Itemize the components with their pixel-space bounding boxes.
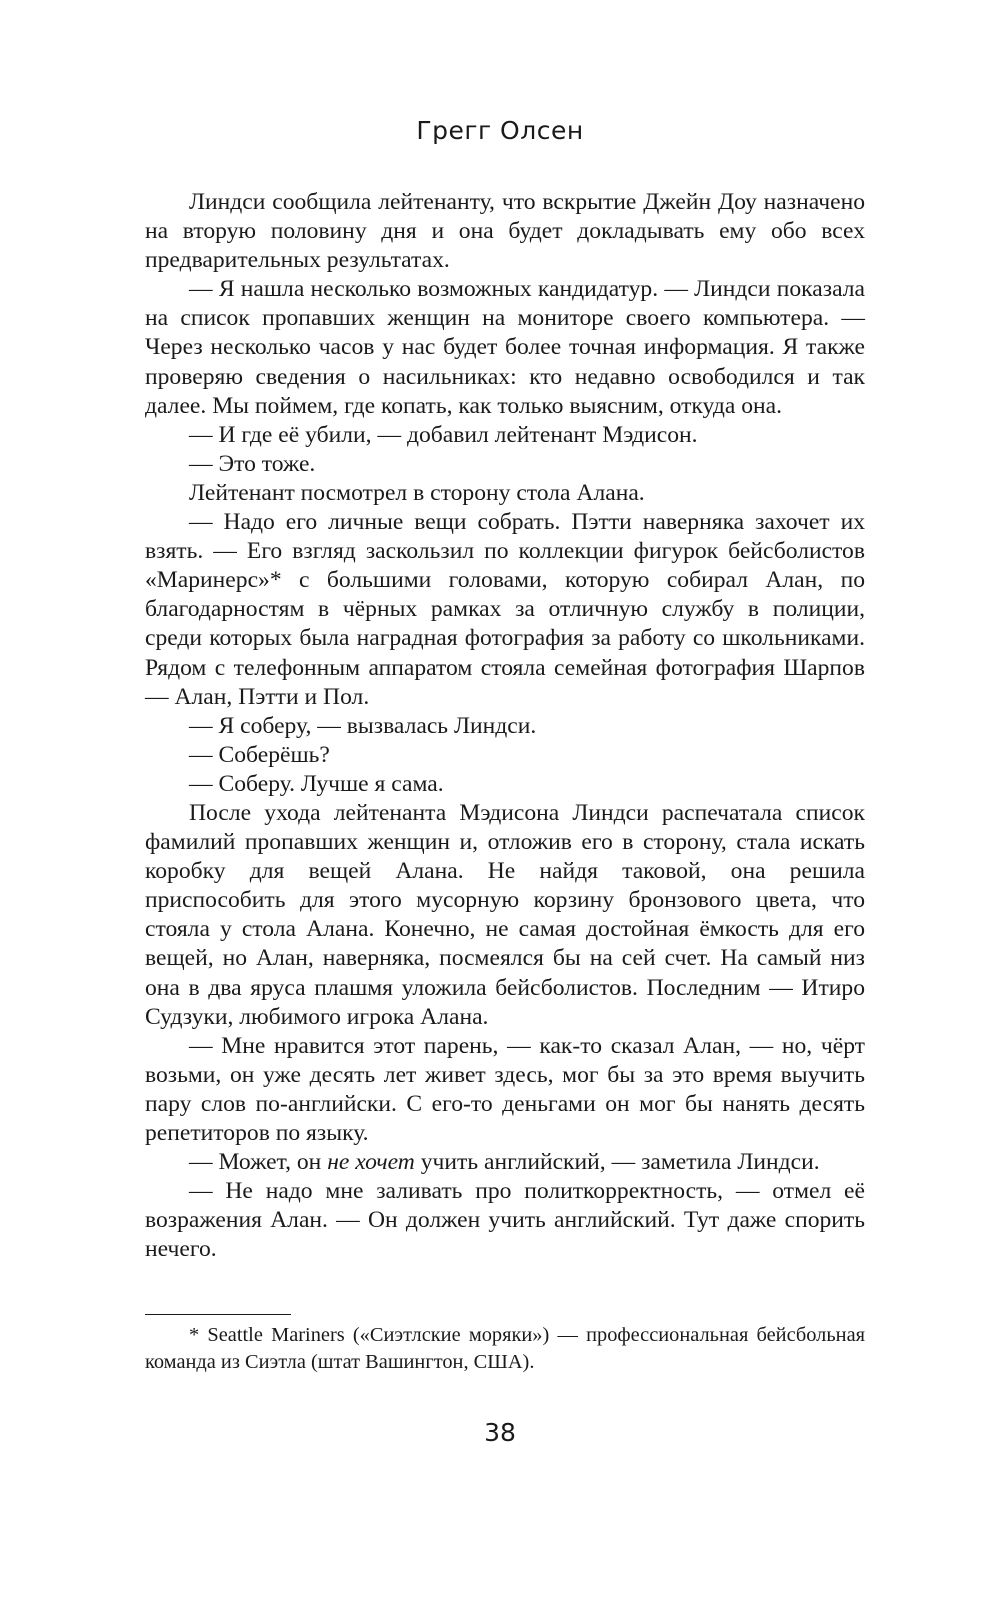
paragraph-with-emphasis (145, 1148, 865, 1177)
paragraph: — Соберёшь? (189, 741, 330, 768)
emphasized-text: не хочет (327, 1149, 415, 1176)
paragraph: — И где её убили, — добавил лейтенант Мэдисон. (189, 421, 698, 448)
running-head-author: Грегг Олсен (416, 116, 584, 145)
paragraph: — Это тоже. (189, 450, 316, 477)
main-text (145, 188, 865, 1264)
footnote (145, 1322, 865, 1376)
paragraph: — Я соберу, — вызвалась Линдси. (189, 712, 537, 739)
paragraph: После ухода лейтенанта Мэдисона Линдси распечатала список фамилий пропавших женщин и, отложив его в сторону, стала искать коробку для вещей Алана. Не найдя таковой, она решила приспособить для этого мусорную корзину бронзового цвета, что стояла у стола Алана. Конечно, не самая достойная ёмкость для его вещей, но Алан, наверняка, посмеялся бы на сей счет. На самый низ она в два яруса плашмя уложила бейсболистов. Последним — Итиро Судзуки, любимого игрока Алана. (145, 799, 865, 1030)
page-number: 38 (484, 1418, 516, 1447)
paragraph: — Мне нравится этот парень, — как-то сказал Алан, — но, чёрт возьми, он уже десять лет живет здесь, мог бы за это время выучить пару слов по-английски. С его-то деньгами он мог бы нанять десять репетиторов по языку. (145, 1032, 865, 1146)
footnote-text: * Seattle Mariners («Сиэтлские моряки») — профессиональная бейсбольная команда из Сиэтла (штат Вашингтон, США). (145, 1324, 865, 1373)
paragraph-text: учить английский, — заметила Линдси. (414, 1149, 820, 1176)
paragraph: — Соберу. Лучше я сама. (189, 770, 444, 797)
paragraph: Лейтенант посмотрел в сторону стола Алана. (189, 479, 645, 506)
paragraph: — Я нашла несколько возможных кандидатур. — Линдси показала на список пропавших женщин на мониторе своего компьютера. — Через несколько часов у нас будет более точная информация. Я также проверяю сведения о насильниках: кто недавно освободился и так далее. Мы поймем, где копать, как только выясним, откуда она. (145, 276, 865, 419)
paragraph-text: — Может, он (189, 1149, 328, 1176)
paragraph: — Не надо мне заливать про политкорректность, — отмел её возражения Алан. — Он должен учить английский. Тут даже спорить нечего. (145, 1178, 865, 1263)
footnote-separator (145, 1314, 291, 1315)
paragraph: Линдси сообщила лейтенанту, что вскрытие Джейн Доу назначено на вторую половину дня и она будет докладывать ему обо всех предварительных результатах. (145, 189, 865, 274)
paragraph: — Надо его личные вещи собрать. Пэтти наверняка захочет их взять. — Его взгляд заскользил по коллекции фигурок бейсболистов «Маринерс»* с большими головами, которую собирал Алан, по благодарностям в чёрных рамках за отличную службу в полиции, среди которых была наградная фотография за работу со школьниками. Рядом с телефонным аппаратом стояла семейная фотография Шарпов — Алан, Пэтти и Пол. (145, 509, 865, 710)
